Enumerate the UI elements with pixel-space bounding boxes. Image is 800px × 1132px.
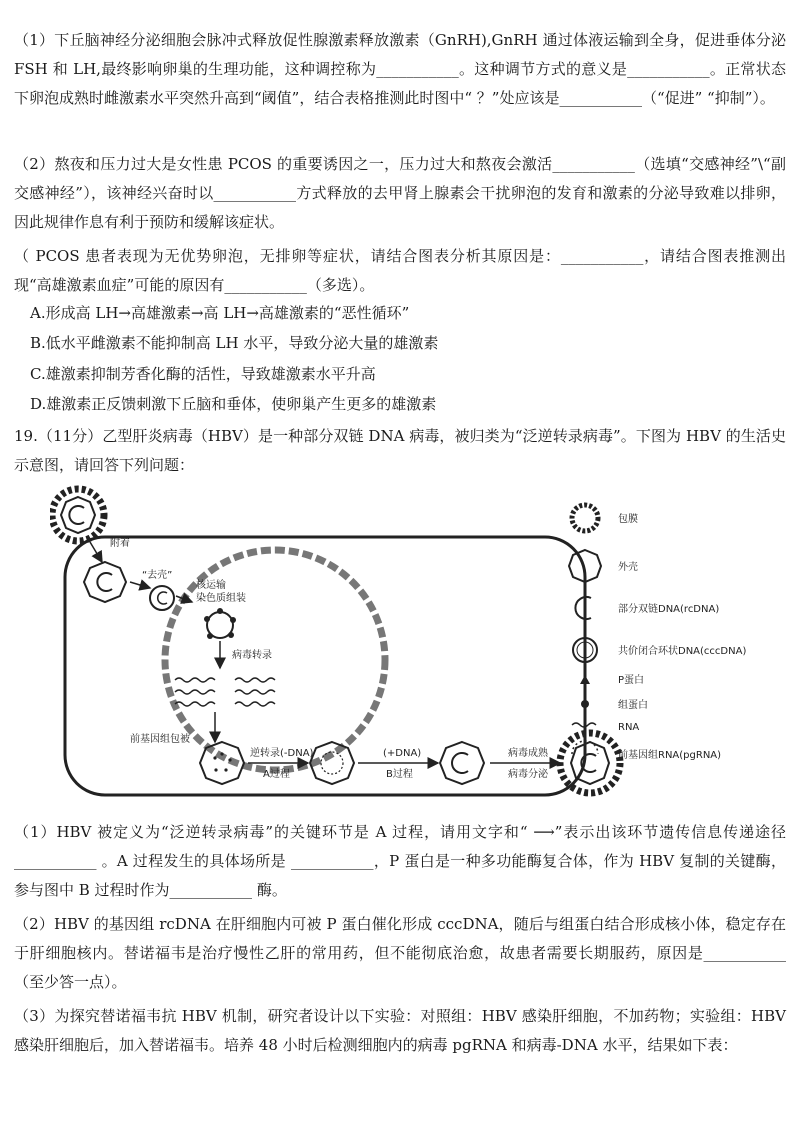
p-protein-legend-icon	[580, 675, 590, 684]
reverse-transcription-label: 逆转录(-DNA)	[250, 748, 314, 759]
q19-part1: （1）HBV 被定义为“泛逆转录病毒”的关键环节是 A 过程，请用文字和“ ⟶”表示出该环节遗传信息传递途径 ___________ 。A 过程发生的具体场所是 ___________，P 蛋白是一种多功能酶复合体，作为 HBV 复制的关键酶，参与图中 B 过程时作为___________ 酶。	[14, 823, 786, 899]
capsid-rcdna-icon	[440, 742, 484, 784]
option-a: A.形成高 LH→高雄激素→高 LH→高雄激素的“恶性循环”	[30, 304, 410, 322]
q19-part2: （2）HBV 的基因组 rcDNA 在肝细胞内可被 P 蛋白催化形成 cccDNA，随后与组蛋白结合形成核小体，稳定存在于肝细胞核内。替诺福韦是治疗慢性乙肝的常用药，但不能彻底治愈，故患者需要长期服药，原因是___________（至少答一点）。	[14, 915, 786, 991]
legend-histone: 组蛋白	[618, 700, 648, 711]
virion-icon	[52, 489, 104, 541]
legend-capsid: 外壳	[618, 562, 638, 573]
hbv-diagram	[50, 480, 780, 810]
legend-p-protein: P蛋白	[618, 675, 645, 686]
nuclear-transport-label: 核运输	[196, 580, 226, 591]
histone-legend-icon	[581, 700, 589, 708]
q19-part3: （3）为探究替诺福韦抗 HBV 机制，研究者设计以下实验：对照组：HBV 感染肝细胞，不加药物；实验组：HBV 感染肝细胞后，加入替诺福韦。培养 48 小时后检测细胞内的病毒 pgRNA 和病毒-DNA 水平，结果如下表：	[14, 1007, 786, 1054]
option-b: B.低水平雌激素不能抑制高 LH 水平，导致分泌大量的雄激素	[30, 334, 439, 352]
process-b-label: B过程	[386, 769, 413, 780]
legend-rna: RNA	[618, 722, 640, 733]
plus-dna-label: (+DNA)	[383, 748, 422, 759]
q19-intro: 19.（11分）乙型肝炎病毒（HBV）是一种部分双链 DNA 病毒，被归类为“泛逆转录病毒”。下图为 HBV 的生活史示意图，请回答下列问题：	[14, 427, 786, 474]
legend-envelope: 包膜	[618, 514, 638, 525]
rna-transcripts	[175, 678, 275, 706]
rcdna-legend-icon	[575, 597, 591, 619]
secretion-label: 病毒分泌	[508, 769, 548, 780]
attach-label: 附着	[110, 538, 130, 549]
legend-rcdna: 部分双链DNA(rcDNA)	[618, 604, 720, 615]
rcdna-icon	[150, 586, 174, 610]
envelope-legend-icon	[572, 505, 598, 531]
q18-part3: （ PCOS 患者表现为无优势卵泡，无排卵等症状，请结合图表分析其原因是：___________，请结合图表推测出现“高雄激素血症”可能的原因有___________（多选）。	[14, 247, 786, 294]
q18-part1: （1）下丘脑神经分泌细胞会脉冲式释放促性腺激素释放激素（GnRH),GnRH 通过体液运输到全身，促进垂体分泌 FSH 和 LH,最终影响卵巢的生理功能，这种调控称为___________。这种调节方式的意义是___________。正常状态下卵泡成熟时雌激素水平突然升高到“阈值”，结合表格推测此时图中“ ？”处应该是___________（“促进” “抑制”）。	[14, 31, 786, 107]
legend	[569, 505, 746, 761]
legend-cccdna: 共价闭合环状DNA(cccDNA)	[618, 646, 747, 657]
maturation-label: 病毒成熟	[508, 748, 548, 759]
cccdna-minichromosome-icon	[204, 608, 236, 639]
transcription-label: 病毒转录	[232, 650, 272, 661]
pack-label: 前基因组包被	[130, 734, 190, 745]
q18-part2: （2）熬夜和压力过大是女性患 PCOS 的重要诱因之一，压力过大和熬夜会激活___________（选填“交感神经”\“副交感神经”），该神经兴奋时以___________方式释放的去甲肾上腺素会干扰卵泡的发育和激素的分泌导致难以排卵，因此规律作息有利于预防和缓解该症状。	[14, 155, 786, 231]
option-d: D.雄激素正反馈刺激下丘脑和垂体，使卵巢产生更多的雄激素	[30, 395, 437, 413]
capsid-in-cell-icon	[84, 562, 126, 602]
uncoat-label: “去壳”	[142, 570, 173, 581]
option-c: C.雄激素抑制芳香化酶的活性，导致雄激素水平升高	[30, 365, 376, 383]
process-a-label: A过程	[263, 769, 290, 780]
chromatin-assembly-label: 染色质组装	[196, 593, 246, 604]
legend-pgrna: 前基因组RNA(pgRNA)	[618, 750, 722, 761]
hbv-life-cycle-figure	[50, 480, 780, 810]
